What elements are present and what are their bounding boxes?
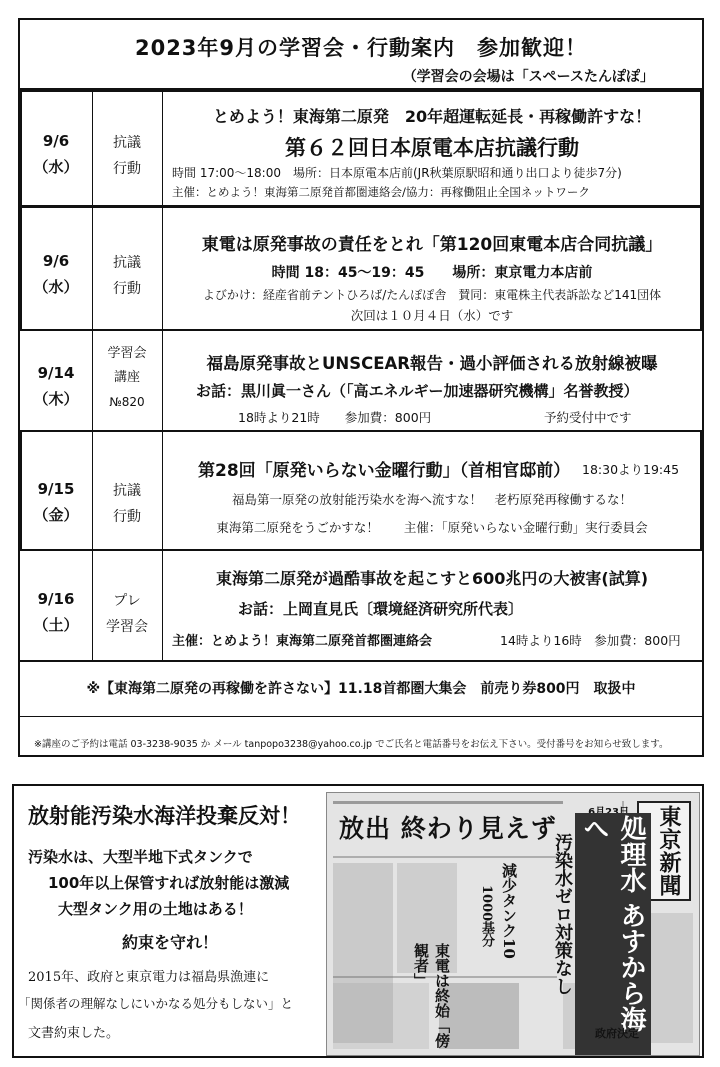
row-divider bbox=[20, 716, 702, 717]
event-time: 18:30より19:45 bbox=[582, 462, 680, 477]
event-detail: 主催：とめよう！東海第二原発首都圏連絡会/協力：再稼働阻止全国ネットワーク bbox=[172, 185, 590, 199]
event-next: 次回は１０月４日（水）です bbox=[350, 308, 514, 323]
event-speaker: お話：黒川眞一さん（「高エネルギー加速器研究機構」名誉教授） bbox=[196, 382, 639, 400]
newspaper-clipping bbox=[326, 792, 700, 1056]
event-kind: 抗議 行動 bbox=[113, 255, 141, 297]
event-date: 9/14 （木） bbox=[33, 364, 79, 408]
header-box bbox=[18, 18, 704, 90]
event-date: 9/6 （水） bbox=[33, 132, 79, 176]
event-kind: 学習会 講座 №820 bbox=[107, 346, 147, 409]
newspaper-subhead: 1000基分 bbox=[479, 885, 494, 948]
event-headline: とめよう！東海第二原発 20年超運転延長・再稼働許すな！ bbox=[212, 107, 652, 126]
event-detail: 時間 17:00～18:00 場所：日本原電本店前(JR秋葉原駅昭和通り出口より徒歩7分) bbox=[172, 166, 622, 180]
newspaper-headline-top: 放出 終わり見えず bbox=[339, 814, 557, 843]
page-title: 2023年9月の学習会・行動案内 参加歓迎！ bbox=[134, 36, 588, 60]
event-detail: よびかけ：経産省前テントひろば/たんぽぽ舎 賛同：東電株主代表訴訟など141団体 bbox=[202, 288, 662, 302]
event-detail: 福島第一原発の放射能汚染水を海へ流すな！ 老朽原発再稼働するな！ bbox=[231, 492, 632, 507]
footer-box bbox=[18, 662, 704, 757]
appeal-promise: 約束を守れ！ bbox=[122, 933, 219, 952]
event-title: 東海第二原発が過酷事故を起こすと600兆円の大被害(試算) bbox=[215, 569, 649, 588]
appeal-body-line: 100年以上保管すれば放射能は激減 bbox=[48, 874, 290, 892]
event-detail: 14時より16時 参加費：800円 bbox=[500, 633, 681, 648]
event-date: 9/15 （金） bbox=[33, 480, 79, 524]
event-title: 第28回「原発いらない金曜行動」（首相官邸前） bbox=[198, 461, 571, 481]
event-detail: 東海第二原発をうごかすな！ 主催：「原発いらない金曜行動」実行委員会 bbox=[216, 520, 648, 535]
event-date: 9/16 （土） bbox=[33, 590, 79, 634]
newspaper-masthead: 東京新聞 bbox=[656, 805, 682, 897]
event-detail: 18時より21時 参加費：800円 bbox=[238, 410, 432, 425]
appeal-text-line: 「関係者の理解なしにいかなる処分もしない」と bbox=[18, 996, 294, 1011]
newspaper-side-head: 東電は終始「傍観者」 bbox=[412, 943, 451, 1048]
event-date: 9/6 （水） bbox=[33, 252, 79, 296]
newspaper-small-head: 政府決定 bbox=[595, 1027, 639, 1040]
newspaper-subhead: 減少タンク10 bbox=[500, 863, 518, 959]
appeal-box bbox=[12, 784, 704, 1058]
event-title: 第６２回日本原電本店抗議行動 bbox=[285, 136, 579, 160]
event-detail: 時間 18：45～19：45 場所：東京電力本店前 bbox=[271, 265, 593, 281]
newspaper-headline-sub: 汚染水ゼロ対策なし bbox=[552, 833, 573, 995]
event-kind: プレ 学習会 bbox=[106, 593, 148, 635]
event-speaker: お話：上岡直見氏〔環境経済研究所代表〕 bbox=[238, 600, 524, 618]
event-reservation: 予約受付中です bbox=[544, 410, 632, 425]
event-kind: 抗議 行動 bbox=[113, 135, 141, 177]
event-title: 東電は原発事故の責任をとれ「第120回東電本店合同抗議」 bbox=[201, 235, 663, 255]
newspaper-headline-main: 処理水 あすから海へ bbox=[575, 813, 651, 1055]
event-kind: 抗議 行動 bbox=[113, 483, 141, 525]
page-subtitle: （学習会の会場は「スペースたんぽぽ」 bbox=[402, 69, 654, 85]
event-title: 福島原発事故とUNSCEAR報告・過小評価される放射線被曝 bbox=[206, 354, 658, 373]
appeal-text-line: 2015年、政府と東京電力は福島県漁連に bbox=[28, 970, 270, 985]
appeal-body-line: 汚染水は、大型半地下式タンクで bbox=[28, 848, 253, 866]
appeal-heading: 放射能汚染水海洋投棄反対！ bbox=[28, 804, 301, 828]
schedule-table bbox=[18, 90, 704, 662]
appeal-text-line: 文書約束した。 bbox=[28, 1026, 120, 1041]
appeal-body-line: 大型タンク用の土地はある！ bbox=[58, 900, 253, 918]
event-organizer: 主催：とめよう！東海第二原発首都圏連絡会 bbox=[172, 634, 433, 649]
event-notice: ※【東海第二原発の再稼働を許さない】11.18首都圏大集会 前売り券800円 取扱中 bbox=[86, 681, 636, 697]
contact-info: ※講座のご予約は電話 03-3238-9035 か メール tanpopo3238@yahoo.co.jp でご氏名と電話番号をお伝え下さい。受付番号をお知らせ致します。 bbox=[34, 739, 669, 750]
